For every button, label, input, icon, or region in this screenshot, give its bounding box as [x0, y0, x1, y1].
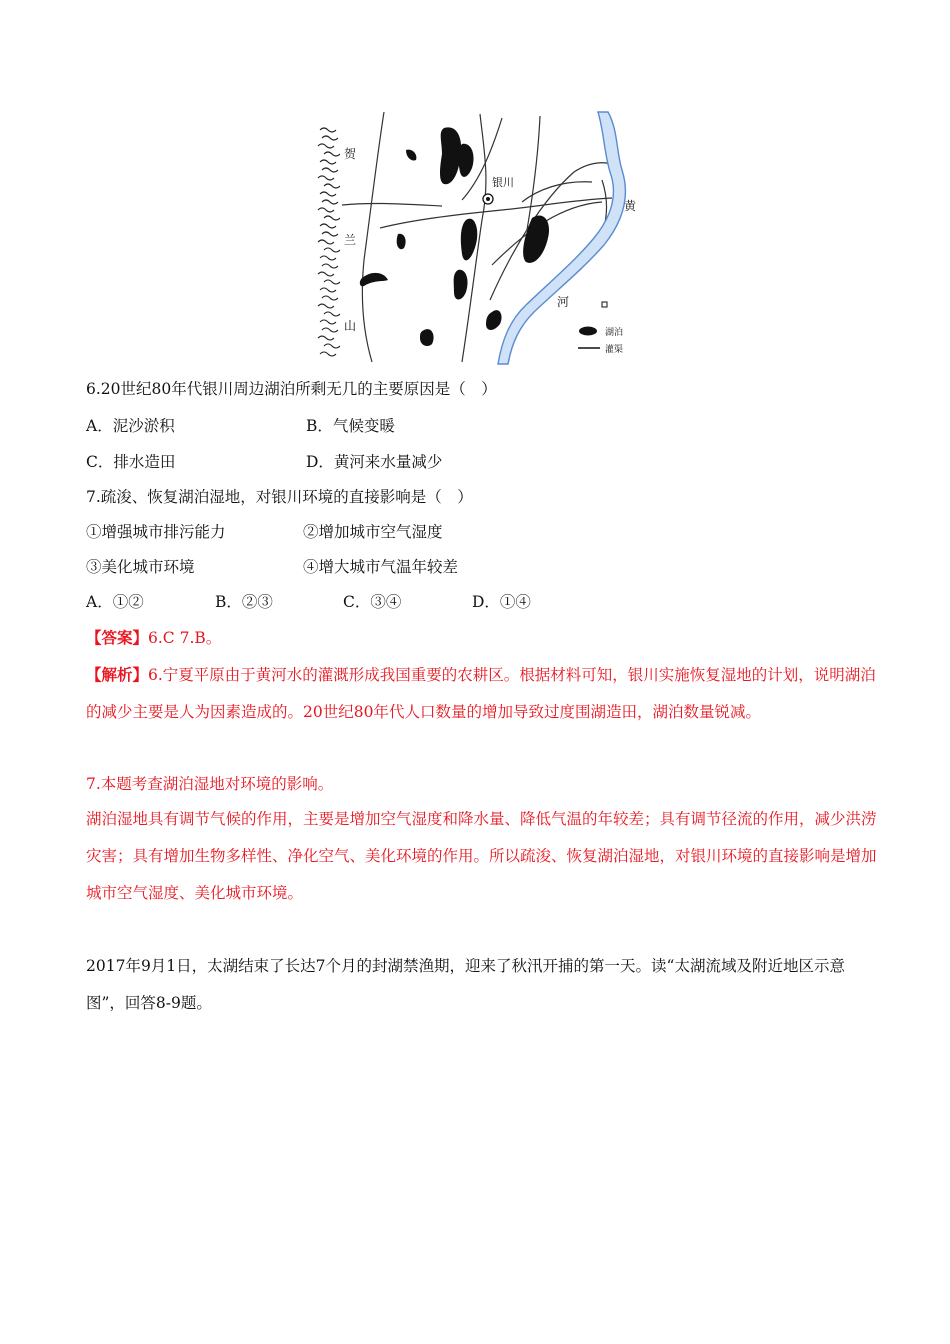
map-label-shan: 山 — [344, 319, 357, 333]
q7-item-4: ④增大城市气温年较差 — [303, 558, 459, 576]
legend-lake-label: 湖泊 — [605, 327, 624, 337]
q6-option-a[interactable]: A．泥沙淤积 — [86, 417, 175, 435]
analysis-tag: 【解析】 — [86, 665, 149, 684]
map-label-huang: 黄 — [624, 199, 637, 213]
q6-option-c[interactable]: C．排水造田 — [86, 453, 176, 471]
q6-option-b[interactable]: B．气候变暖 — [306, 417, 395, 435]
q7-option-d[interactable]: D．①④ — [472, 593, 531, 611]
analysis-paragraph-2: 7.本题考查湖泊湿地对环境的影响。 — [86, 775, 334, 793]
map-label-he: 贺 — [344, 147, 357, 161]
analysis-text-1: 6.宁夏平原由于黄河水的灌溉形成我国重要的农耕区。根据材料可知，银川实施恢复湿地的计划，说明湖泊的减少主要是人为因素造成的。20世纪80年代人口数量的增加导致过度围湖造田，湖泊数量锐减。 — [86, 666, 876, 721]
q7-item-2: ②增加城市空气湿度 — [303, 523, 443, 541]
q7-stem: 7.疏浚、恢复湖泊湿地，对银川环境的直接影响是（ ） — [86, 488, 473, 506]
q7-option-c[interactable]: C．③④ — [343, 593, 402, 611]
intro-paragraph: 2017年9月1日，太湖结束了长达7个月的封湖禁渔期，迎来了秋汛开捕的第一天。读“太湖流域及附近地区示意图”，回答8-9题。 — [86, 957, 845, 1012]
analysis-paragraph-1 — [86, 656, 878, 731]
map-label-city: 银川 — [492, 177, 514, 189]
legend-city-symbol — [602, 302, 607, 307]
analysis-paragraph-3: 湖泊湿地具有调节气候的作用，主要是增加空气湿度和降水量、降低气温的年较差；具有调节径流的作用，减少洪涝灾害；具有增加生物多样性、净化空气、美化环境的作用。所以疏浚、恢复湖泊湿地，对银川环境的直接影响是增加城市空气湿度、美化城市环境。 — [86, 810, 877, 902]
answer-tag: 【答案】 — [86, 628, 149, 647]
q7-item-3: ③美化城市环境 — [86, 558, 195, 576]
answer-text: 6.C 7.B。 — [148, 629, 222, 647]
q7-option-a[interactable]: A．①② — [86, 593, 144, 611]
answer-line — [86, 627, 221, 649]
map-label-river: 河 — [557, 295, 570, 309]
map-label-lan: 兰 — [344, 233, 357, 247]
legend-canal-label: 灌渠 — [605, 344, 624, 354]
lake-shapes — [360, 127, 597, 346]
q6-option-d[interactable]: D．黄河来水量减少 — [306, 453, 443, 471]
yinchuan-lakes-map — [312, 110, 642, 366]
q6-stem: 6.20世纪80年代银川周边湖泊所剩无几的主要原因是（ ） — [86, 380, 497, 398]
q7-option-b[interactable]: B．②③ — [215, 593, 273, 611]
helan-mountains — [318, 128, 340, 356]
q7-item-1: ①增强城市排污能力 — [86, 523, 226, 541]
canal-lines — [342, 112, 622, 362]
yinchuan-city-marker — [483, 194, 493, 204]
